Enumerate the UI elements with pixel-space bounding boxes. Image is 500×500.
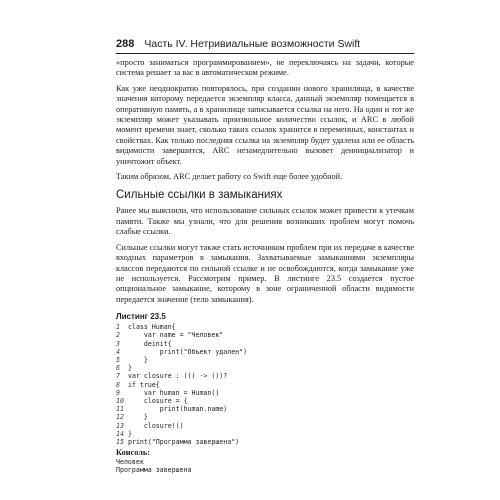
code-line <box>116 397 414 405</box>
console-output <box>116 458 414 474</box>
code-listing <box>116 323 414 446</box>
code-text: } <box>128 355 148 364</box>
code-text: closure = { <box>128 396 188 405</box>
code-line <box>116 372 414 380</box>
code-line <box>116 348 414 356</box>
line-number: 6 <box>116 364 120 373</box>
code-line <box>116 389 414 397</box>
code-text: } <box>128 429 132 438</box>
code-text: var human = Human() <box>128 388 220 397</box>
page-number: 288 <box>116 38 135 50</box>
paragraph: Как уже неоднократно повторялось, при создании нового хранилища, в качестве значения которому передается экземпляр класса, данный экземпляр помещается в оперативную память, а в хранилище записывается ссылка на него. На один и тот же экземпляр может указывать произвольное количество ссылок, и ARC в любой момент времени знает, сколько таких ссылок хранится в переменных, константах и свойствах. Как только последняя ссылка на экземпляр будет удалена или ее область видимости завершится, ARC незамедлительно вызовет деинициализатор и уничтожит объект. <box>116 83 414 166</box>
line-number: 9 <box>116 388 120 397</box>
code-line <box>116 356 414 364</box>
line-number: 13 <box>116 421 124 430</box>
code-line <box>116 422 414 430</box>
line-number: 4 <box>116 347 120 356</box>
line-number: 14 <box>116 429 124 438</box>
code-line <box>116 364 414 372</box>
line-number: 15 <box>116 437 124 446</box>
code-line <box>116 331 414 339</box>
console-line: Программа завершена <box>116 466 192 475</box>
code-line <box>116 323 414 331</box>
code-line <box>116 381 414 389</box>
listing-title: Листинг 23.5 <box>116 312 166 322</box>
code-text: } <box>128 413 148 422</box>
code-text: print("Программа завершена") <box>128 437 240 446</box>
code-line <box>116 413 414 421</box>
line-number: 1 <box>116 323 120 332</box>
header-rule <box>116 53 414 54</box>
code-text: } <box>128 364 132 373</box>
code-text: class Human{ <box>128 323 176 332</box>
section-title: Сильные ссылки в замыканиях <box>116 189 283 202</box>
code-text: var closure : (() -> ())? <box>128 372 228 381</box>
paragraph: «просто заниматься программированием», не переключаясь на задачи, которые система решает за вас в автоматическом режиме. <box>116 58 414 78</box>
code-line <box>116 430 414 438</box>
console-title: Консоль: <box>116 448 151 458</box>
running-header <box>116 38 414 50</box>
code-text: print(human.name) <box>128 405 228 414</box>
line-number: 11 <box>116 405 124 414</box>
code-text: var name = "Человек" <box>128 331 224 340</box>
line-number: 2 <box>116 331 120 340</box>
paragraph: Сильные ссылки могут также стать источником проблем при их передаче в качестве входных параметров в замыкания. Захватываемые замыканиями экземпляры классов передаются по сильной ссылке и не освобождаются, когда замыкание уже не используется. Рассмотрим пример. В листинге 23.5 создается пустое опциональное замыкание, которому в зоне ограниченной области видимости передается значение (тело замыкания). <box>116 242 414 304</box>
code-text: closure!() <box>128 421 184 430</box>
code-line <box>116 438 414 446</box>
line-number: 10 <box>116 396 124 405</box>
code-text: print("Объект удален") <box>128 347 248 356</box>
line-number: 12 <box>116 413 124 422</box>
line-number: 8 <box>116 380 120 389</box>
code-text: if true{ <box>128 380 160 389</box>
console-line: Человек <box>116 458 144 467</box>
running-title: Часть IV. Нетривиальные возможности Swift <box>144 38 361 50</box>
paragraph: Ранее мы выяснили, что использование сильных ссылок может привести к утечкам памяти. Также мы узнали, что для решения возникших проблем могут помочь слабые ссылки. <box>116 206 414 237</box>
line-number: 7 <box>116 372 120 381</box>
code-text: deinit{ <box>128 339 172 348</box>
line-number: 5 <box>116 355 120 364</box>
line-number: 3 <box>116 339 120 348</box>
code-line <box>116 405 414 413</box>
code-line <box>116 340 414 348</box>
paragraph: Таким образом, ARC делает работу со Swift еще более удобной. <box>116 172 343 182</box>
page-body <box>116 58 414 475</box>
